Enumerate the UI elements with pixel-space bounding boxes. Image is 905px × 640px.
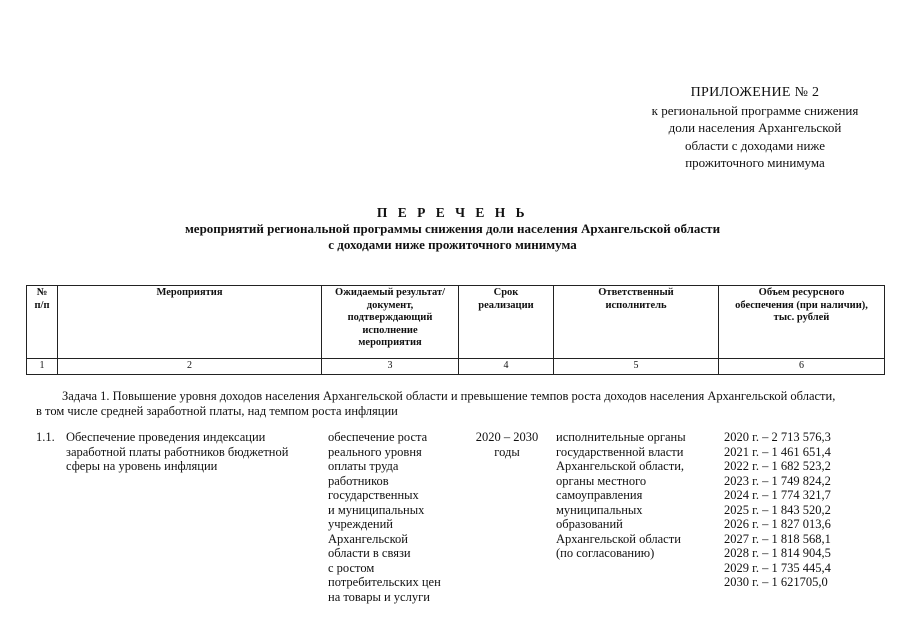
- col-number: 1: [27, 359, 58, 375]
- col-header-num: № п/п: [27, 286, 58, 359]
- col-number: 4: [459, 359, 554, 375]
- row-executor: исполнительные органы государственной власти Архангельской области, органы местного самоуправления муниципальных образований Архангельской области (по согласованию): [556, 430, 686, 560]
- col-header-term: Срок реализации: [459, 286, 554, 359]
- header-table: [26, 285, 885, 375]
- col-header-executor: Ответственный исполнитель: [554, 286, 719, 359]
- funding-line: 2024 г. – 1 774 321,7: [724, 488, 831, 502]
- col-header-measures: Мероприятия: [58, 286, 322, 359]
- appendix-title: ПРИЛОЖЕНИЕ № 2: [690, 85, 820, 100]
- funding-line: 2026 г. – 1 827 013,6: [724, 517, 831, 531]
- col-header-result: Ожидаемый результат/ документ, подтверждающий исполнение мероприятия: [322, 286, 459, 359]
- funding-line: 2027 г. – 1 818 568,1: [724, 531, 831, 546]
- appendix-line: области с доходами ниже: [685, 137, 825, 153]
- funding-line: 2020 г. – 2 713 576,3: [724, 430, 831, 444]
- row-result: обеспечение роста реального уровня оплаты труда работников государственных и муниципальных учреждений Архангельской области в связи с ростом потребительских цен на товары и услуги: [328, 430, 441, 604]
- col-number: 3: [322, 359, 459, 375]
- col-header-funding: Объем ресурсного обеспечения (при наличии), тыс. рублей: [719, 286, 885, 359]
- row-measure: Обеспечение проведения индексации заработной платы работников бюджетной сферы на уровень инфляции: [66, 430, 289, 473]
- funding-line: 2023 г. – 1 749 824,2: [724, 473, 831, 488]
- task-line-1: Задача 1. Повышение уровня доходов населения Архангельской области и превышение темпов роста доходов населения Архангельской области,: [62, 389, 836, 403]
- appendix-line: доли населения Архангельской: [668, 120, 842, 135]
- title-line-1: мероприятий региональной программы снижения доли населения Архангельской области: [184, 221, 721, 236]
- col-number: 2: [58, 359, 322, 375]
- title-word: П Е Р Е Ч Е Н Ь: [376, 205, 529, 220]
- col-number: 5: [554, 359, 719, 375]
- appendix-header: [620, 84, 890, 172]
- funding-line: 2028 г. – 1 814 904,5: [724, 546, 831, 560]
- row-number: 1.1.: [36, 430, 55, 444]
- header-row: [27, 286, 885, 359]
- title-line-2: с доходами ниже прожиточного минимума: [328, 237, 577, 252]
- row-funding: [724, 430, 884, 590]
- appendix-line: прожиточного минимума: [685, 155, 825, 170]
- document-title: [0, 205, 905, 253]
- funding-line: 2030 г. – 1 621705,0: [724, 575, 828, 589]
- funding-line: 2021 г. – 1 461 651,4: [724, 444, 831, 459]
- funding-line: 2022 г. – 1 682 523,2: [724, 459, 831, 473]
- col-number: 6: [719, 359, 885, 375]
- appendix-line: к региональной программе снижения: [651, 102, 859, 118]
- row-term: 2020 – 2030 годы: [475, 430, 539, 459]
- funding-line: 2029 г. – 1 735 445,4: [724, 560, 831, 575]
- column-number-row: [27, 359, 885, 375]
- task-heading: [36, 389, 886, 419]
- funding-line: 2025 г. – 1 843 520,2: [724, 502, 831, 517]
- task-line-2: в том числе средней заработной платы, над темпом роста инфляции: [36, 404, 398, 418]
